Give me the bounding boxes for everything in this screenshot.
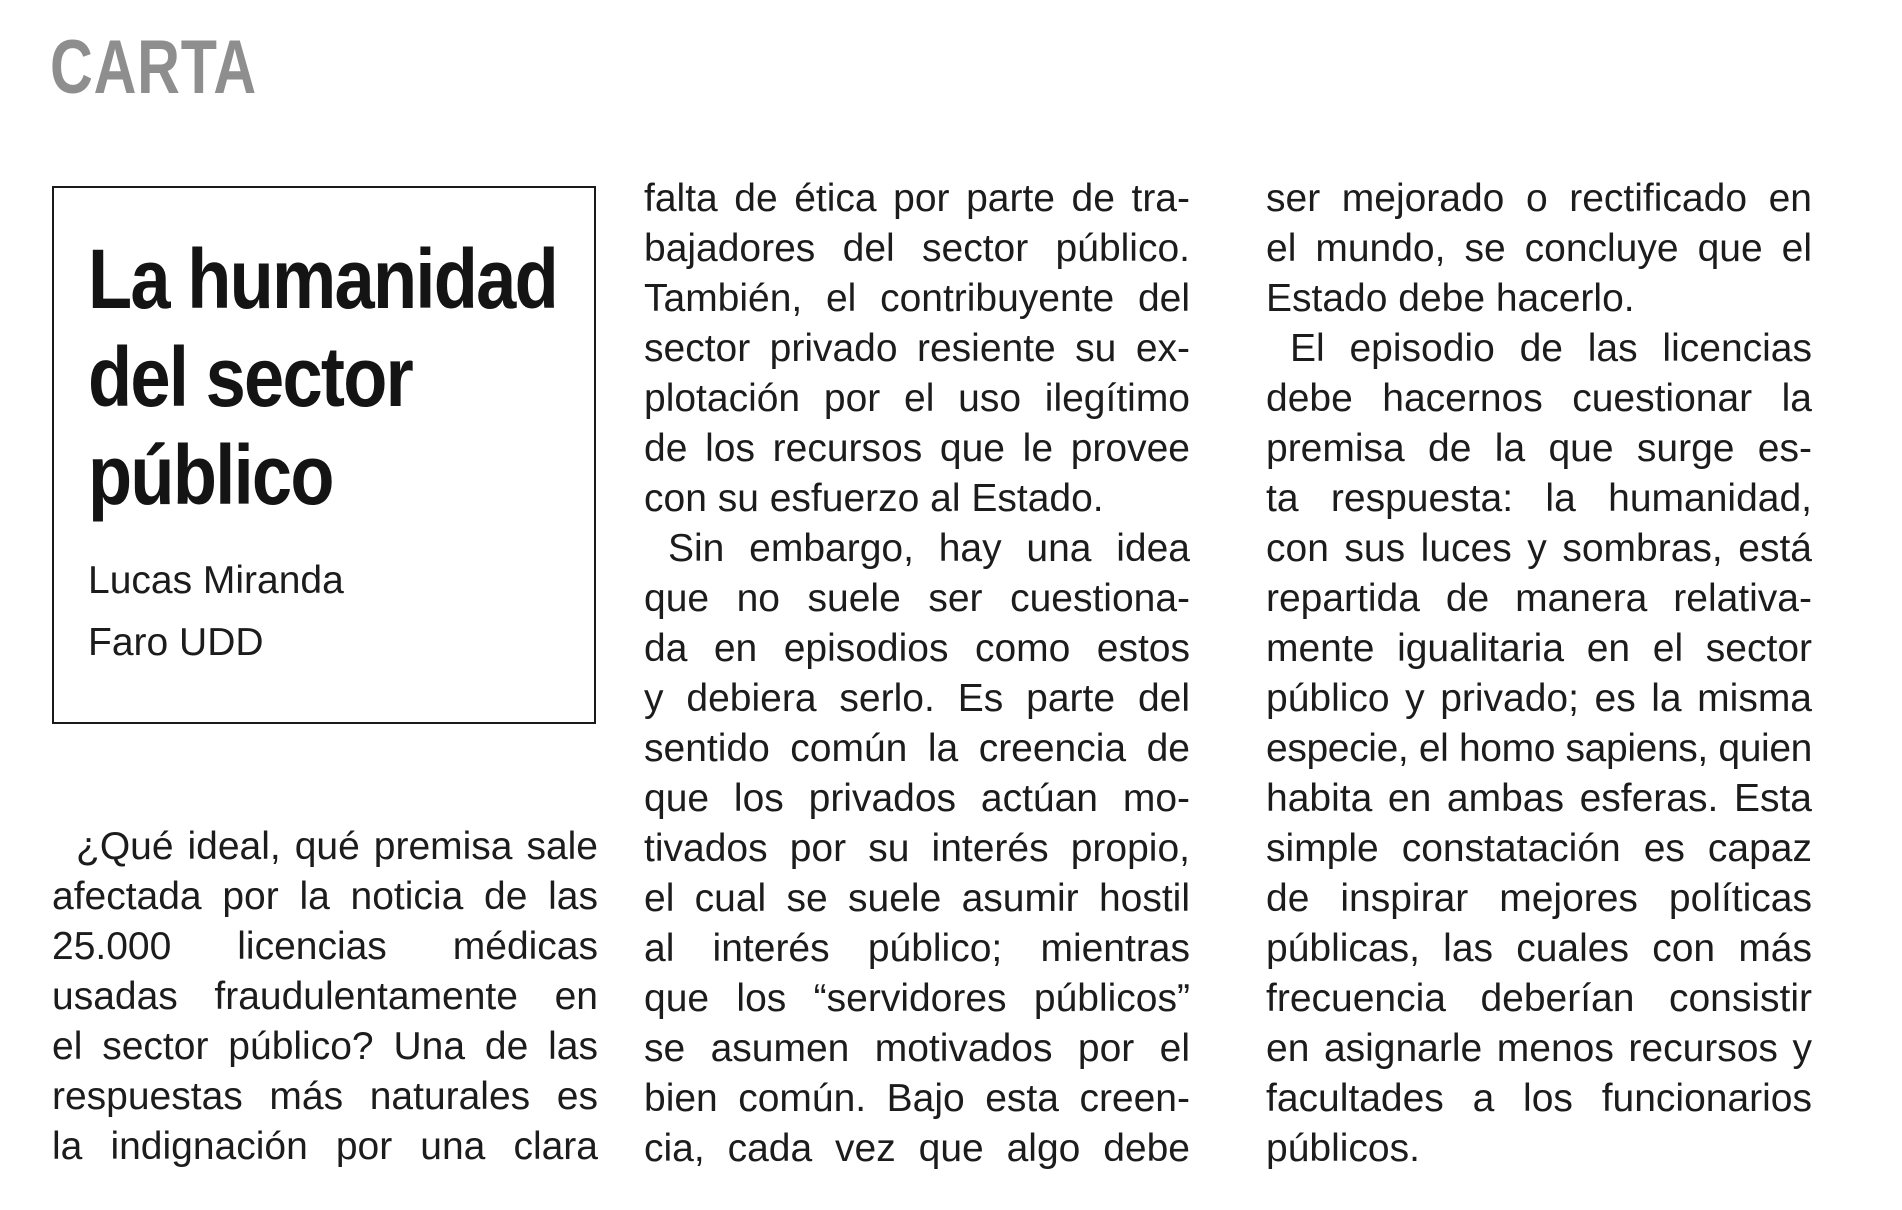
body-line: el sector público? Una de las [52, 1025, 598, 1068]
body-column-2 [644, 174, 1190, 1174]
body-line: cia, cada vez que algo debe [644, 1127, 1190, 1170]
body-line: se asumen motivados por el [644, 1027, 1190, 1070]
headline-line: del sector [88, 330, 413, 424]
body-line: afectada por la noticia de las [52, 875, 598, 918]
body-line: frecuencia deberían consistir [1266, 977, 1812, 1020]
body-line: con sus luces y sombras, está [1266, 527, 1812, 570]
body-line: con su esfuerzo al Estado. [644, 477, 1104, 520]
body-line: ¿Qué ideal, qué premisa sale [76, 825, 598, 868]
section-label: CARTA [50, 25, 257, 110]
body-line: y debiera serlo. Es parte del [644, 677, 1190, 720]
body-line: usadas fraudulentamente en [52, 975, 598, 1018]
body-line: habita en ambas esferas. Esta [1266, 777, 1812, 820]
body-line: premisa de la que surge es- [1266, 427, 1812, 470]
body-line: debe hacernos cuestionar la [1266, 377, 1812, 420]
body-line: simple constatación es capaz [1266, 827, 1812, 870]
body-line: tivados por su interés propio, [644, 827, 1190, 870]
body-line: respuestas más naturales es [52, 1075, 598, 1118]
headline-box [52, 186, 596, 724]
body-line: bien común. Bajo esta creen- [644, 1077, 1190, 1120]
body-line: plotación por el uso ilegítimo [644, 377, 1190, 420]
body-line: la indignación por una clara [52, 1125, 598, 1168]
body-line: También, el contribuyente del [644, 277, 1190, 320]
body-line: el cual se suele asumir hostil [644, 877, 1190, 920]
body-line: ta respuesta: la humanidad, [1266, 477, 1812, 520]
body-line: bajadores del sector público. [644, 227, 1190, 270]
body-line: públicas, las cuales con más [1266, 927, 1812, 970]
body-line: sector privado resiente su ex- [644, 327, 1190, 370]
body-line: de inspirar mejores políticas [1266, 877, 1812, 920]
body-line: Estado debe hacerlo. [1266, 277, 1635, 320]
body-line: 25.000 licencias médicas [52, 925, 598, 968]
body-line: falta de ética por parte de tra- [644, 177, 1190, 220]
body-column-1 [52, 822, 598, 1172]
headline-line: La humanidad [88, 232, 558, 326]
body-line: el mundo, se concluye que el [1266, 227, 1812, 270]
headline-line: público [88, 428, 333, 522]
article-headline [88, 230, 558, 524]
author-affiliation: Faro UDD [88, 621, 264, 664]
body-line: El episodio de las licencias [1290, 327, 1812, 370]
body-line: al interés público; mientras [644, 927, 1190, 970]
byline [88, 550, 344, 674]
body-line: repartida de manera relativa- [1266, 577, 1812, 620]
body-line: público y privado; es la misma [1266, 677, 1812, 720]
body-line: que no suele ser cuestiona- [644, 577, 1190, 620]
body-line: que los “servidores públicos” [644, 977, 1190, 1020]
body-line: sentido común la creencia de [644, 727, 1190, 770]
body-line: da en episodios como estos [644, 627, 1190, 670]
body-line: ser mejorado o rectificado en [1266, 177, 1812, 220]
body-line: mente igualitaria en el sector [1266, 627, 1812, 670]
body-line: facultades a los funcionarios [1266, 1077, 1812, 1120]
body-line: Sin embargo, hay una idea [668, 527, 1190, 570]
body-line: en asignarle menos recursos y [1266, 1027, 1812, 1070]
author-name: Lucas Miranda [88, 559, 344, 602]
body-column-3 [1266, 174, 1812, 1174]
body-line: que los privados actúan mo- [644, 777, 1190, 820]
body-line: especie, el homo sapiens, quien [1266, 727, 1812, 770]
body-line: de los recursos que le provee [644, 427, 1190, 470]
body-line: públicos. [1266, 1127, 1420, 1170]
